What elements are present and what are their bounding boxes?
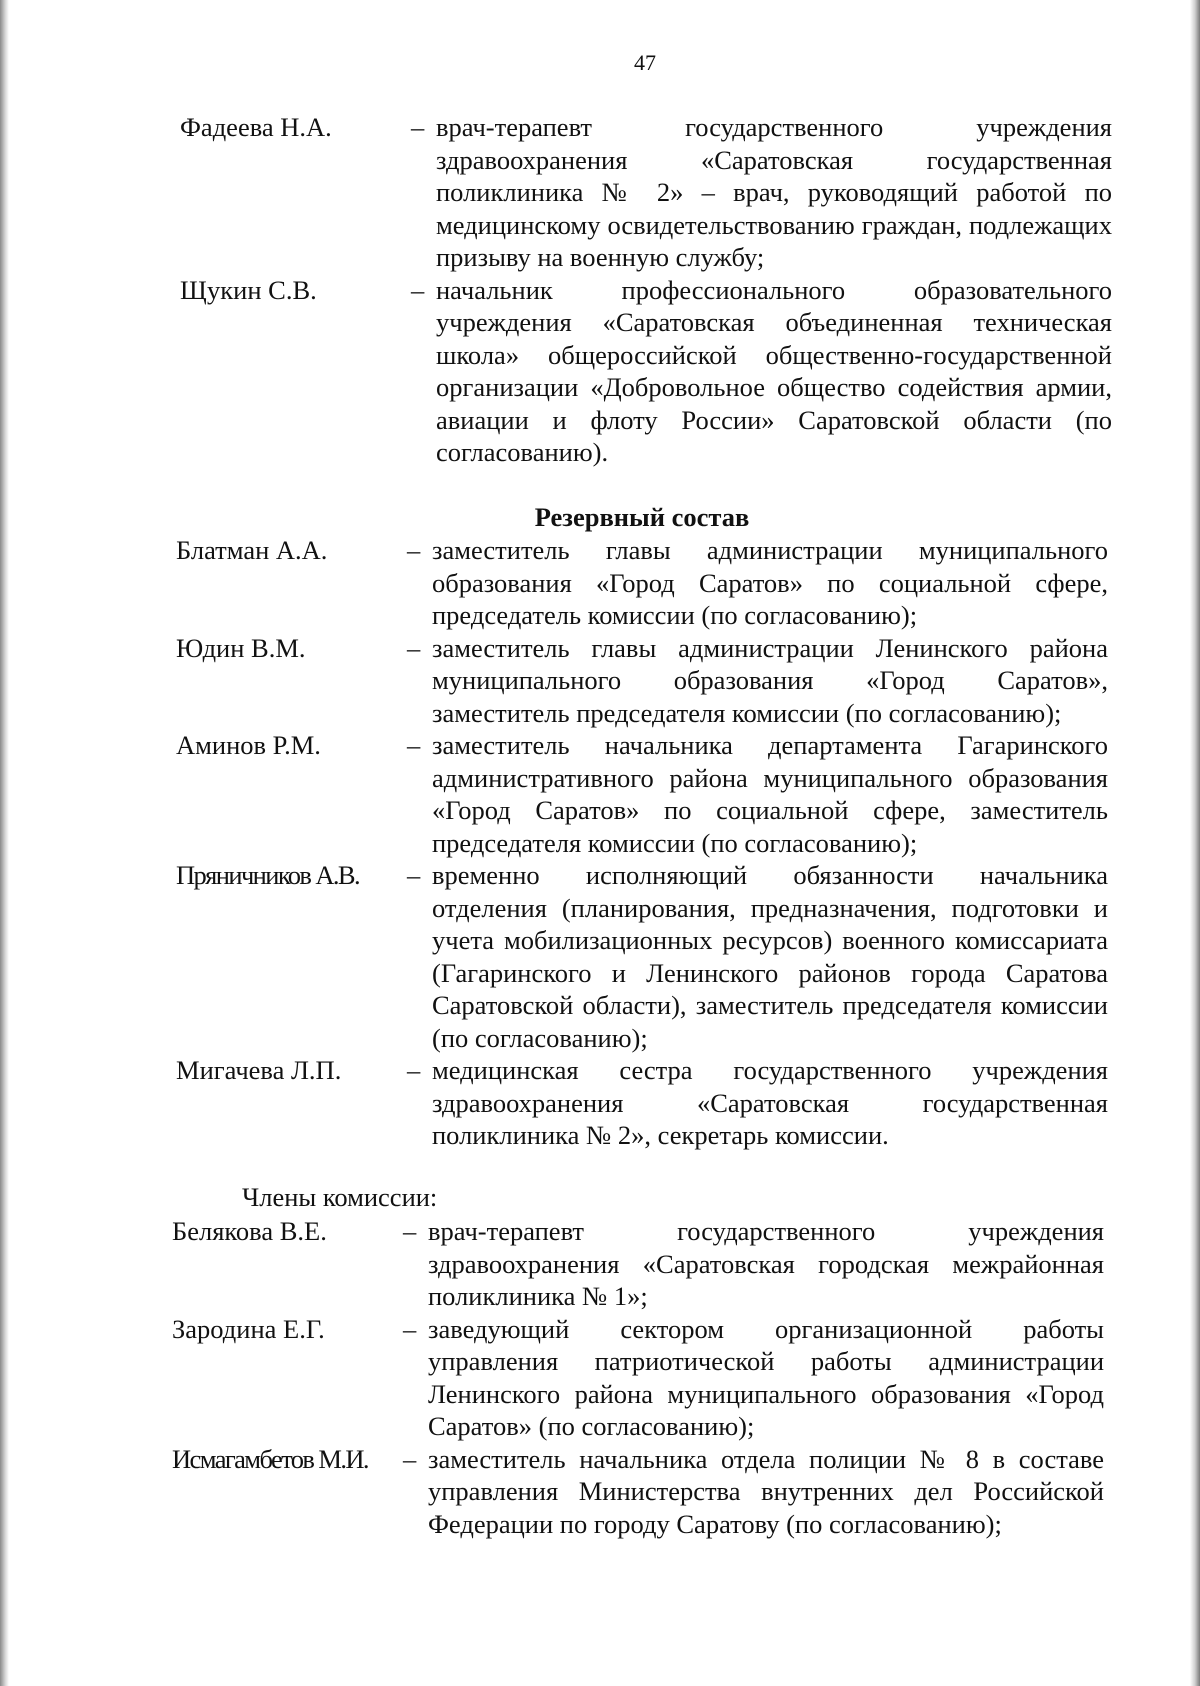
entry-dash: –	[411, 112, 425, 142]
entry-dash: –	[407, 1055, 421, 1085]
entry-dash: –	[407, 730, 421, 760]
entry-description: заведующий сектором организационной работы управления патриотической работы администрации Ленинского района муниципального образования «Город Саратов» (по согласованию);	[428, 1313, 1104, 1441]
list-item	[176, 1054, 1108, 1152]
person-name: Щукин С.В.	[180, 274, 317, 305]
person-name: Белякова В.Е.	[172, 1216, 327, 1246]
entry-dash: –	[407, 632, 421, 663]
entry-dash: –	[407, 535, 421, 565]
page-number: 47	[634, 50, 656, 75]
list-item	[176, 534, 1108, 632]
list-item	[176, 632, 1108, 730]
reserve-list	[176, 534, 1108, 1152]
person-name: Блатман А.А.	[176, 535, 328, 565]
person-name: Фадеева Н.А.	[180, 112, 332, 142]
entry-dash: –	[403, 1313, 417, 1344]
list-item	[172, 1313, 1104, 1443]
entry-description: заместитель начальника департамента Гагаринского административного района муниципального образования «Город Саратов» по социальной сфере, заместитель председателя комиссии (по согласованию);	[432, 730, 1108, 858]
entry-description: начальник профессионального образовательного учреждения «Саратовская объединенная техническая школа» общероссийской общественно-государственной организации «Добровольное общество содействия армии, авиации и флоту России» Саратовской области (по согласованию).	[436, 274, 1112, 467]
entry-dash: –	[411, 274, 425, 305]
main-list	[180, 111, 1112, 469]
entry-description: врач-терапевт государственного учреждения здравоохранения «Саратовская городская межрайонная поликлиника № 1»;	[428, 1216, 1104, 1311]
list-item	[172, 1443, 1104, 1541]
members-label: Члены комиссии:	[242, 1182, 438, 1212]
entry-description: заместитель начальника отдела полиции № 8 в составе управления Министерства внутренних дел Российской Федерации по городу Саратову (по согласованию);	[428, 1443, 1104, 1539]
list-item	[180, 274, 1112, 469]
entry-dash: –	[407, 860, 421, 890]
list-item	[176, 859, 1108, 1054]
entry-description: медицинская сестра государственного учреждения здравоохранения «Саратовская государственная поликлиника № 2», секретарь комиссии.	[432, 1055, 1108, 1150]
entry-description: временно исполняющий обязанности начальника отделения (планирования, предназначения, подготовки и учета мобилизационных ресурсов) военного комиссариата (Гагаринского и Ленинского районов города Саратова Саратовской области), заместитель председателя комиссии (по согласованию);	[432, 860, 1108, 1053]
list-item	[176, 729, 1108, 859]
list-item	[172, 1215, 1104, 1313]
scan-right-edge	[1190, 0, 1200, 1686]
person-name: Мигачева Л.П.	[176, 1055, 342, 1085]
entry-description: заместитель главы администрации муниципального образования «Город Саратов» по социальной сфере, председатель комиссии (по согласованию);	[432, 535, 1108, 630]
person-name: Аминов Р.М.	[176, 730, 321, 760]
person-name: Юдин В.М.	[176, 632, 306, 663]
members-list	[172, 1215, 1104, 1540]
entry-dash: –	[403, 1443, 417, 1474]
entry-description: врач-терапевт государственного учреждения здравоохранения «Саратовская государственная поликлиника № 2» – врач, руководящий работой по медицинскому освидетельствованию граждан, подлежащих призыву на военную службу;	[436, 112, 1112, 272]
person-name: Зародина Е.Г.	[172, 1313, 325, 1344]
list-item	[180, 111, 1112, 274]
entry-description: заместитель главы администрации Ленинского района муниципального образования «Город Саратов», заместитель председателя комиссии (по согласованию);	[432, 632, 1108, 728]
reserve-heading: Резервный состав	[534, 502, 750, 532]
person-name: Исмагамбетов М.И.	[172, 1443, 368, 1474]
person-name: Пряничников А.В.	[176, 860, 360, 890]
scan-left-edge	[0, 0, 9, 1686]
entry-dash: –	[403, 1216, 417, 1246]
